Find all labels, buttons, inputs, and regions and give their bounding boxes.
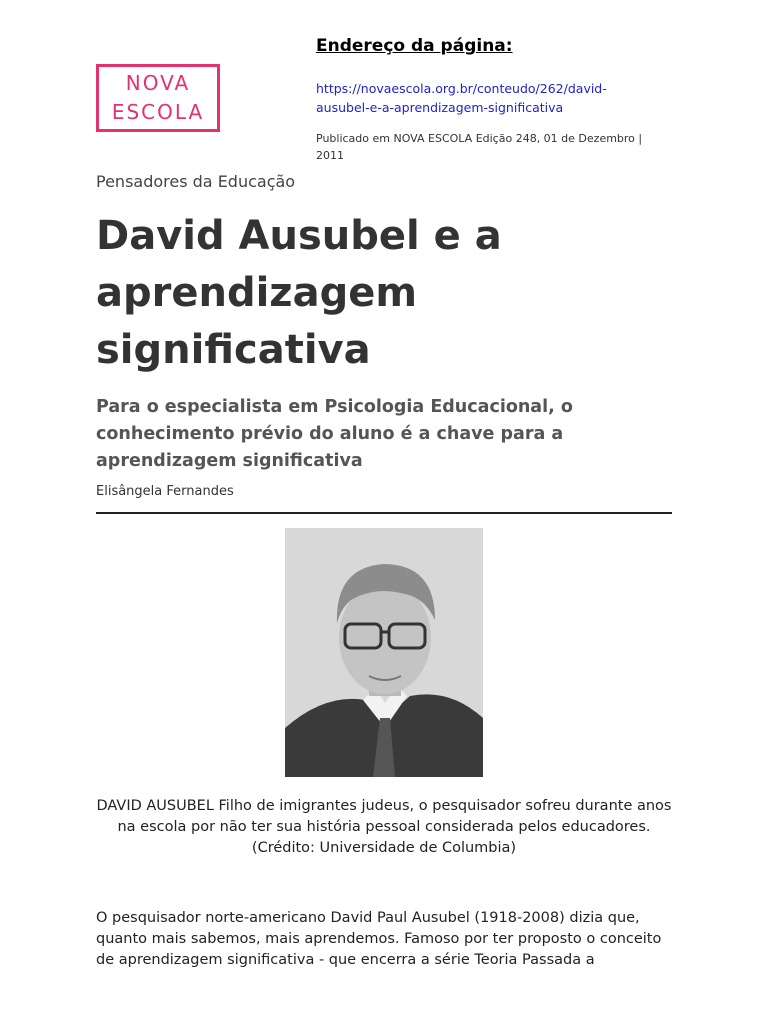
article-body: O pesquisador norte-americano David Paul Ausubel (1918-2008) dizia que, quanto mais sabemos, mais aprendemos. Famoso por ter proposto o conceito de aprendizagem significativa - que encerra a série Teoria Passada a [96, 910, 662, 968]
section-kicker: Pensadores da Educação [96, 172, 296, 191]
portrait-illustration [285, 528, 483, 777]
page-title: David Ausubel e a aprendizagem significativa [96, 213, 502, 373]
article-subtitle: Para o especialista em Psicologia Educacional, o conhecimento prévio do aluno é a chave para a aprendizagem significativa [96, 397, 573, 471]
logo-line-nova: NOVA [125, 71, 191, 95]
author-name: Elisângela Fernandes [96, 484, 234, 499]
address-heading: Endereço da página: [316, 36, 513, 56]
nova-escola-logo[interactable] [96, 64, 220, 132]
divider [96, 512, 672, 514]
photo-caption: DAVID AUSUBEL Filho de imigrantes judeus, o pesquisador sofreu durante anos na escola por não ter sua história pessoal considerada pelos educadores. (Crédito: Universidade de Columbia) [96, 798, 672, 856]
page-url-link[interactable]: https://novaescola.org.br/conteudo/262/david-ausubel-e-a-aprendizagem-significativa [316, 81, 607, 115]
publication-info: Publicado em NOVA ESCOLA Edição 248, 01 de Dezembro | 2011 [316, 132, 643, 162]
portrait-photo [285, 528, 483, 777]
logo-line-escola: ESCOLA [111, 100, 205, 124]
